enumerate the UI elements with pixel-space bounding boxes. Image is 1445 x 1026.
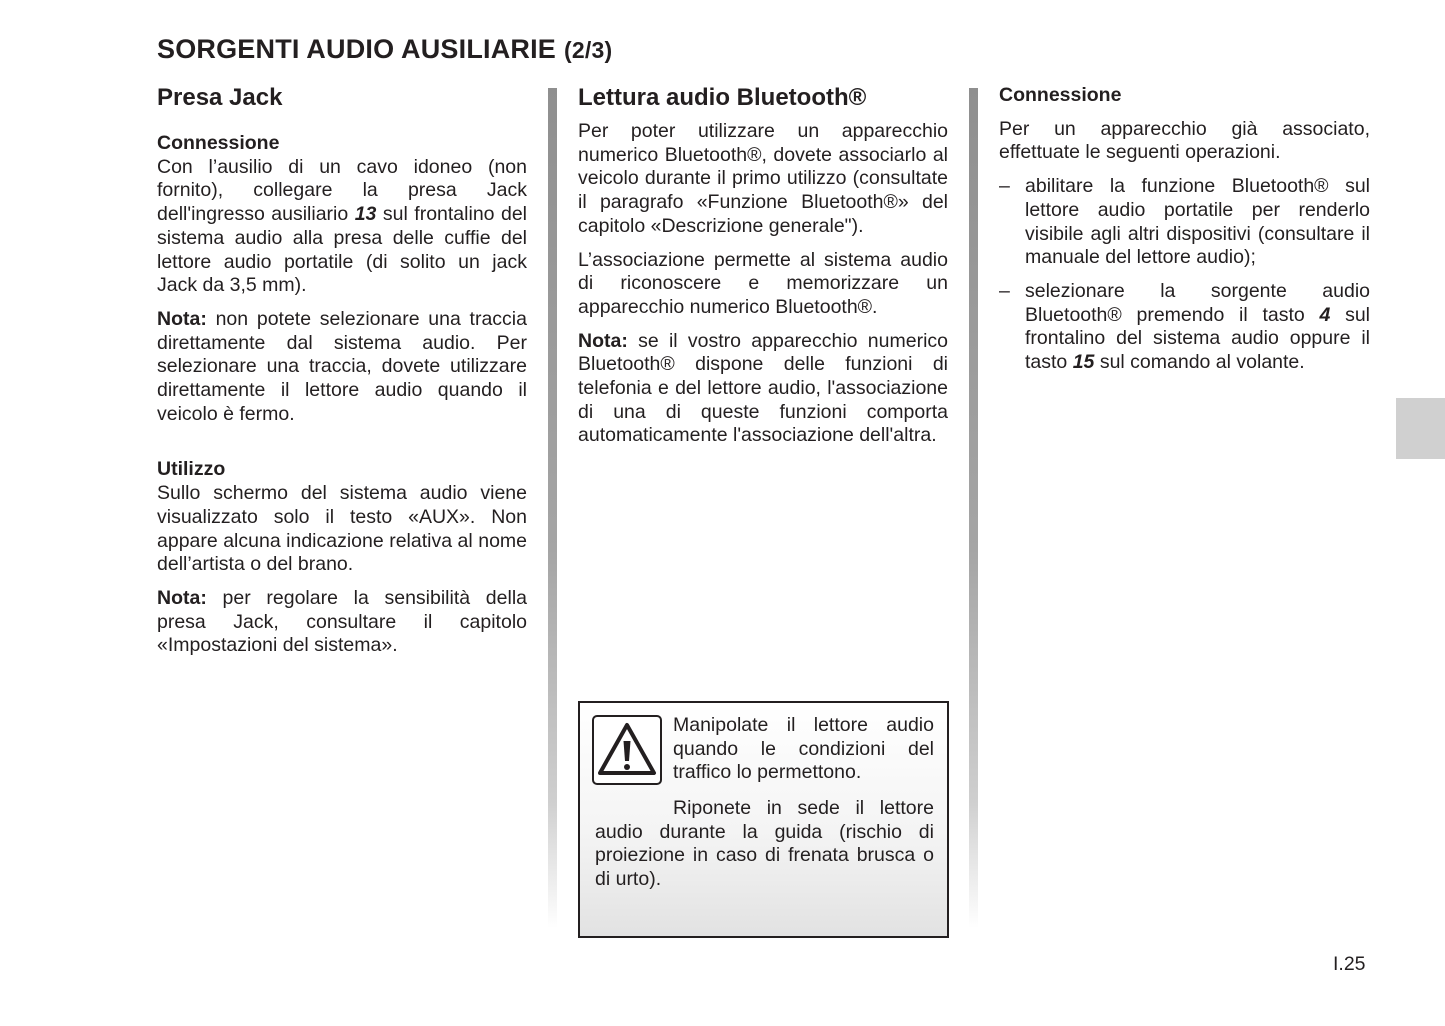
subheading-connessione: Connessione	[157, 132, 280, 154]
bullet-dash: –	[999, 175, 1010, 198]
ref-number-4: 4	[1319, 303, 1331, 326]
paragraph-bluetooth-2: L’associazione permette al sistema audio di riconoscere e memorizzare un apparecchio numerico Bluetooth®.	[578, 248, 948, 318]
list-item-text: abilitare la funzione Bluetooth® sul lettore audio portatile per renderlo visibile agli altri dispositivi (consultare il manuale del lettore audio);	[1025, 175, 1370, 269]
paragraph-connessione: Con l’ausilio di un cavo idoneo (non fornito), collegare la presa Jack dell'ingresso ausiliario 13 sul frontalino del sistema audio alla presa delle cuffie del lettore audio portatile (di solito un jack Jack da 3,5 mm).	[157, 155, 528, 297]
note-paragraph-2: Nota: per regolare la sensibilità della presa Jack, consultare il capitolo «Impostazioni del sistema».	[157, 586, 527, 657]
ref-number-13: 13	[354, 203, 377, 226]
chapter-side-tab	[1396, 398, 1445, 459]
warning-text-2: Riponete in sede il lettore audio durante la guida (rischio di proiezione in caso di frenata brusca o di urto).	[595, 797, 934, 891]
list-item-text: selezionare la sorgente audio Bluetooth® premendo il tasto 4 sul frontalino del sistema audio oppure il tasto 15 sul comando al volante.	[1025, 279, 1370, 374]
subheading-utilizzo: Utilizzo	[157, 458, 226, 481]
ref-number-15: 15	[1072, 351, 1095, 374]
note-label: Nota:	[578, 329, 628, 352]
column-presa-jack	[157, 84, 527, 668]
page-title-part: (2/3)	[564, 37, 613, 63]
section-heading-presa-jack: Presa Jack	[157, 84, 283, 111]
warning-triangle-icon	[592, 715, 662, 785]
page-title	[157, 34, 612, 65]
list-item	[999, 280, 1370, 375]
list-item	[999, 175, 1370, 270]
paragraph-utilizzo: Sullo schermo del sistema audio viene visualizzato solo il testo «AUX». Non appare alcuna indicazione relativa al nome dell’artista o del brano.	[157, 482, 527, 576]
paragraph-bluetooth-1: Per poter utilizzare un apparecchio numerico Bluetooth®, dovete associarlo al veicolo durante il primo utilizzo (consultate il paragrafo «Funzione Bluetooth®» del capitolo «Descrizione generale").	[578, 120, 948, 237]
page-number: I.25	[1333, 953, 1366, 975]
section-heading-bluetooth: Lettura audio Bluetooth®	[578, 84, 867, 111]
column-bluetooth	[578, 84, 948, 458]
note-label: Nota:	[157, 307, 207, 330]
page-title-main: SORGENTI AUDIO AUSILIARIE	[157, 34, 557, 64]
note-paragraph-1: Nota: non potete selezionare una traccia direttamente dal sistema audio. Per selezionare una traccia, dovete utilizzare direttamente il lettore audio quando il veicolo è fermo.	[157, 307, 527, 425]
bullet-dash: –	[999, 279, 1010, 302]
subheading-connessione-bluetooth: Connessione	[999, 84, 1122, 106]
note-label: Nota:	[157, 586, 207, 609]
warning-text-1: Manipolate il lettore audio quando le condizioni del traffico lo permettono.	[673, 714, 934, 784]
note-paragraph-bluetooth: Nota: se il vostro apparecchio numerico Bluetooth® dispone delle funzioni di telefonia e del lettore audio, l'associazione di una di queste funzioni comporta automaticamente l'associazione dell'altra.	[578, 329, 948, 447]
paragraph-intro: Per un apparecchio già associato, effettuate le seguenti operazioni.	[999, 117, 1370, 164]
column-separator-left	[548, 88, 557, 928]
column-separator-right	[969, 88, 978, 928]
warning-box	[578, 701, 949, 938]
column-connessione	[999, 84, 1370, 385]
